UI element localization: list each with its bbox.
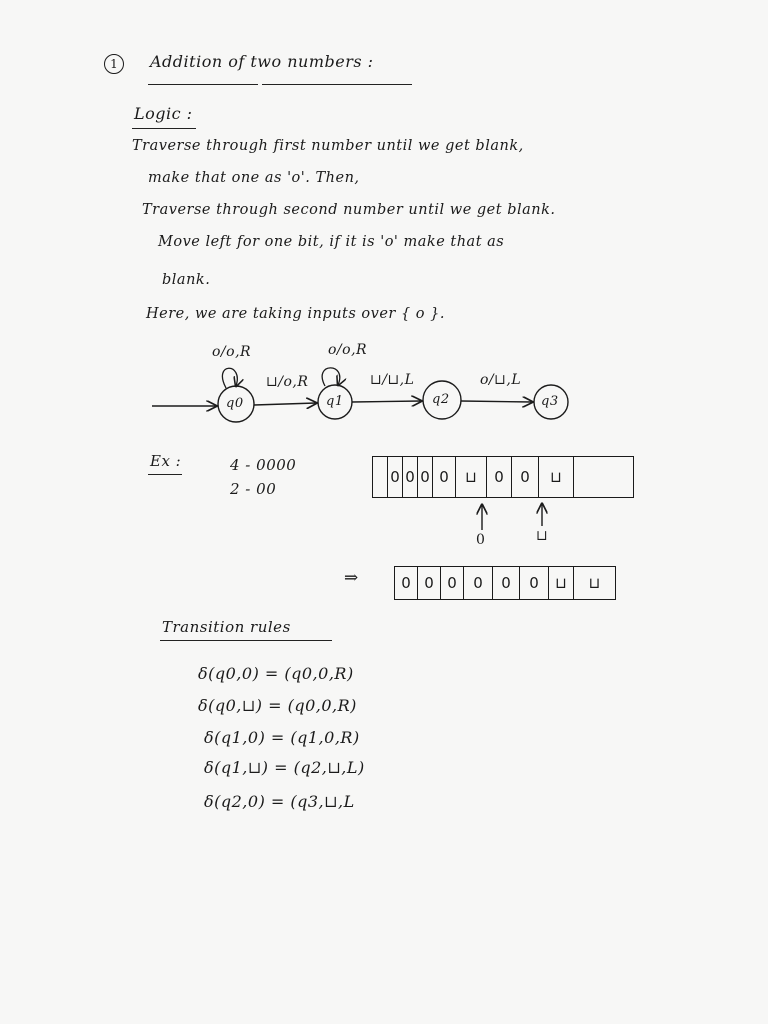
tape-before [372,456,634,498]
tape-cell: 0 [395,567,418,599]
tape-cell: 0 [441,567,464,599]
self-loop-q1 [322,368,340,386]
edge-q0-q1 [254,403,316,405]
tape-cell: ⊔ [456,457,487,497]
tape-cell-blank-edge [574,457,633,497]
transition-rule: δ(q0,⊔) = (q0,0,R) [198,696,357,715]
self-loop-q0 [222,368,237,388]
state-q3-label: q3 [541,394,559,409]
tape-cell: 0 [493,567,520,599]
transition-rule: δ(q0,0) = (q0,0,R) [198,664,354,683]
head-label-2: ⊔ [536,528,549,544]
page-title: Addition of two numbers : [150,52,374,71]
logic-line: Here, we are taking inputs over { o }. [146,306,445,322]
state-q2-label: q2 [432,392,450,407]
tape-cell: 0 [433,457,456,497]
tape-cell: 0 [520,567,549,599]
state-q1-label: q1 [326,394,344,409]
edge-label-q2-q3: o/⊔,L [480,372,522,388]
logic-line: Move left for one bit, if it is 'o' make that as [158,234,505,250]
transition-rule: δ(q2,0) = (q3,⊔,L [204,792,355,811]
state-q0-label: q0 [226,396,244,411]
head-label-1: 0 [476,532,486,548]
tape-cell: 0 [388,457,403,497]
tape-cell: 0 [418,457,433,497]
tape-after [394,566,616,600]
logic-line: blank. [162,272,211,288]
example-input: 4 - 0000 [230,456,297,474]
example-underline [148,474,182,475]
transition-underline [160,640,332,641]
item-number: 1 [104,54,124,74]
tape-cell: 0 [418,567,441,599]
logic-line: Traverse through first number until we get blank, [132,138,524,154]
example-input: 2 - 00 [230,480,277,498]
tape-cell: 0 [403,457,418,497]
logic-line: Traverse through second number until we get blank. [142,202,556,218]
result-arrow: ⇒ [344,568,359,588]
tape-cell: ⊔ [549,567,574,599]
transition-rule: δ(q1,0) = (q1,0,R) [204,728,360,747]
tape-cell: 0 [512,457,539,497]
transition-heading: Transition rules [162,618,291,636]
tape-cell: ⊔ [588,574,601,592]
logic-heading: Logic : [134,104,193,123]
loop-label-q1: o/o,R [328,342,368,358]
edge-q1-q2 [352,401,421,402]
edge-label-q1-q2: ⊔/⊔,L [370,372,415,388]
tape-cell-blank-edge [373,457,388,497]
tape-cell: 0 [487,457,512,497]
example-heading: Ex : [150,452,182,470]
transition-rule: δ(q1,⊔) = (q2,⊔,L) [204,758,365,777]
logic-line: make that one as 'o'. Then, [148,170,360,186]
edge-label-q0-q1: ⊔/o,R [266,374,309,390]
tape-cell: 0 [464,567,493,599]
edge-q2-q3 [461,401,532,402]
tape-cell: ⊔ [539,457,574,497]
loop-label-q0: o/o,R [212,344,252,360]
